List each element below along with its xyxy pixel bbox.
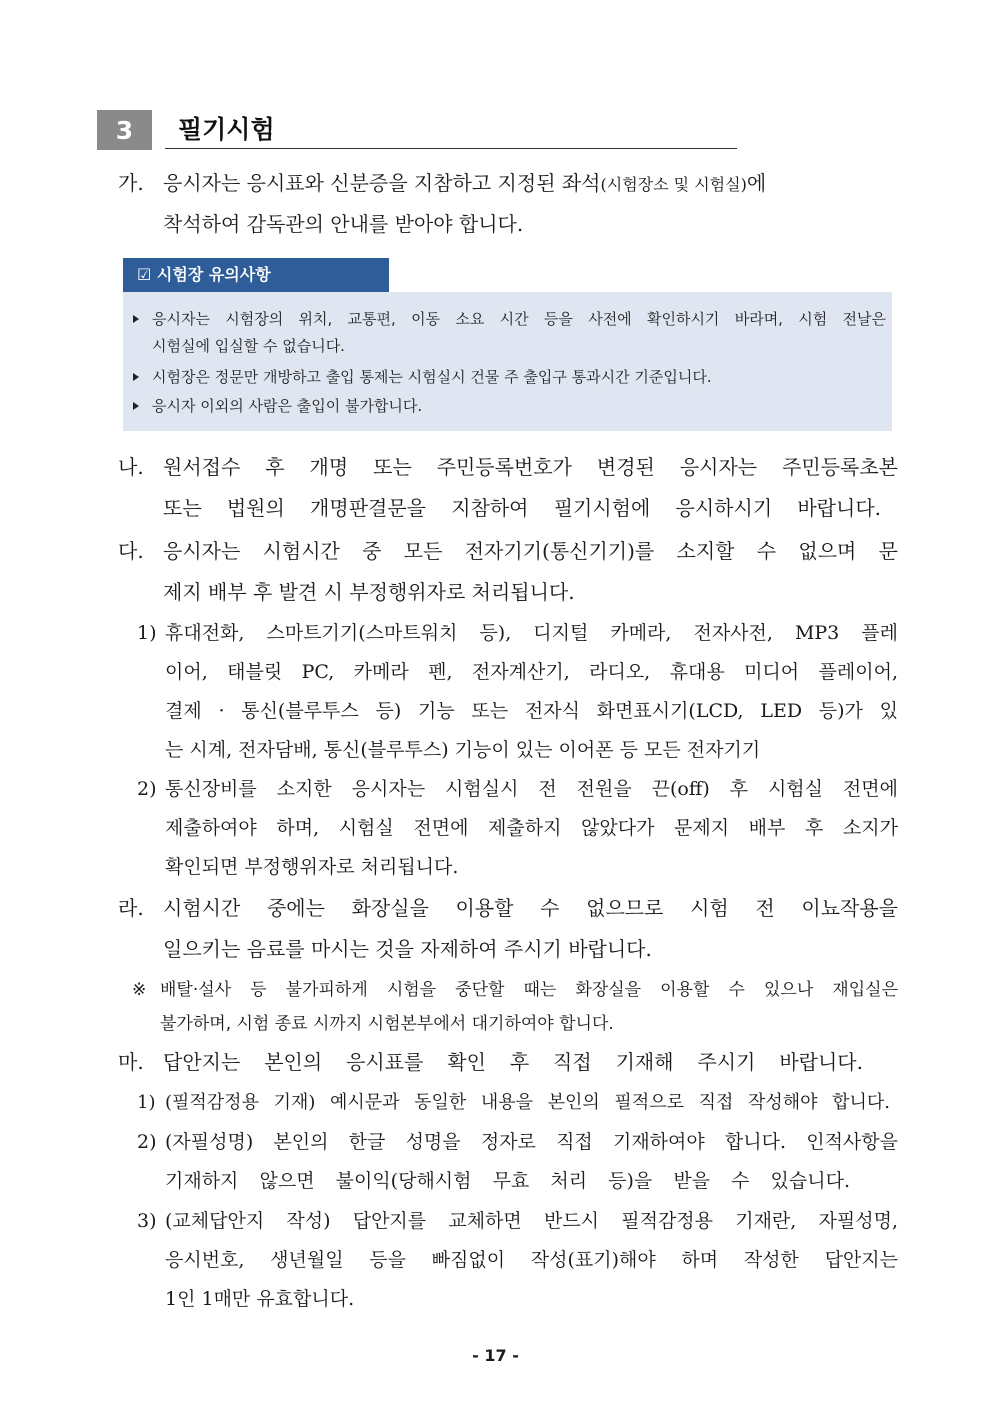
para-ga-line-2: 착석하여 감독관의 안내를 받아야 합니다. xyxy=(163,212,524,236)
section-title: 필기시험 xyxy=(178,115,275,144)
para-ma-sub-1-line-1: (필적감정용 기재) 예시문과 동일한 내용을 본인의 필적으로 직접 작성해야 합니다. xyxy=(165,1092,890,1113)
page-number: - 17 - xyxy=(472,1346,519,1365)
para-na-marker: 나. xyxy=(118,455,144,479)
notice-item-3: 응시자 이외의 사람은 출입이 불가합니다. xyxy=(152,397,423,415)
para-da-marker: 다. xyxy=(118,539,144,563)
para-da-sub-1-marker: 1) xyxy=(137,622,157,644)
para-ga-marker: 가. xyxy=(118,171,144,195)
para-ma-sub-2-marker: 2) xyxy=(137,1131,157,1153)
para-ma-sub-2-line-1: (자필성명) 본인의 한글 성명을 정자로 직접 기재하여야 합니다. 인적사항을 xyxy=(165,1131,898,1153)
para-ra-note-line-2: 불가하며, 시험 종료 시까지 시험본부에서 대기하여야 합니다. xyxy=(160,1014,614,1034)
para-ra-line-1: 시험시간 중에는 화장실을 이용할 수 없으므로 시험 전 이뇨작용을 xyxy=(163,896,898,920)
para-ma-marker: 마. xyxy=(118,1050,144,1074)
para-ra-marker: 라. xyxy=(118,896,144,920)
bullet-triangle-icon xyxy=(133,315,139,323)
notice-item-1-line-1: 응시자는 시험장의 위치, 교통편, 이동 소요 시간 등을 사전에 확인하시기 바라며, 시험 전날은 xyxy=(152,310,886,328)
para-da-line-1: 응시자는 시험시간 중 모든 전자기기(통신기기)를 소지할 수 없으며 문 xyxy=(163,539,898,563)
para-ra-note-marker: ※ xyxy=(132,980,147,1000)
para-da-sub-2-line-2: 제출하여야 하며, 시험실 전면에 제출하지 않았다가 문제지 배부 후 소지가 xyxy=(165,817,898,839)
para-da-line-2: 제지 배부 후 발견 시 부정행위자로 처리됩니다. xyxy=(163,580,575,604)
para-da-sub-2-line-3: 확인되면 부정행위자로 처리됩니다. xyxy=(165,856,459,878)
para-na-line-1: 원서접수 후 개명 또는 주민등록번호가 변경된 응시자는 주민등록초본 xyxy=(163,455,898,479)
para-da-sub-2-marker: 2) xyxy=(137,778,157,800)
notice-item-1-line-2: 시험실에 입실할 수 없습니다. xyxy=(152,337,345,355)
para-da-sub-1-line-2: 이어, 태블릿 PC, 카메라 펜, 전자계산기, 라디오, 휴대용 미디어 플레이어, xyxy=(165,661,898,683)
para-ma-sub-3-line-2: 응시번호, 생년월일 등을 빠짐없이 작성(표기)해야 하며 작성한 답안지는 xyxy=(165,1249,898,1271)
para-da-sub-1-line-4: 는 시계, 전자담배, 통신(블루투스) 기능이 있는 이어폰 등 모든 전자기기 xyxy=(165,739,761,761)
para-ra-note-line-1: 배탈·설사 등 불가피하게 시험을 중단할 때는 화장실을 이용할 수 있으나 재입실은 xyxy=(160,980,898,1000)
para-ma-line-1: 답안지는 본인의 응시표를 확인 후 직접 기재해 주시기 바랍니다. xyxy=(163,1050,863,1074)
para-ma-sub-1-marker: 1) xyxy=(137,1092,156,1113)
section-number: 3 xyxy=(97,110,152,150)
para-da-sub-2-line-1: 통신장비를 소지한 응시자는 시험실시 전 전원을 끈(off) 후 시험실 전면에 xyxy=(165,778,898,800)
section-title-rule xyxy=(165,148,737,149)
para-ra-line-2: 일으키는 음료를 마시는 것을 자제하여 주시기 바랍니다. xyxy=(163,937,652,961)
notice-title: ☑ 시험장 유의사항 xyxy=(123,258,389,292)
bullet-triangle-icon xyxy=(133,373,139,381)
para-ma-sub-2-line-2: 기재하지 않으면 불이익(당해시험 무효 처리 등)을 받을 수 있습니다. xyxy=(165,1170,850,1192)
para-na-line-2: 또는 법원의 개명판결문을 지참하여 필기시험에 응시하시기 바랍니다. xyxy=(163,496,881,520)
para-da-sub-1-line-1: 휴대전화, 스마트기기(스마트워치 등), 디지털 카메라, 전자사전, MP3 플레 xyxy=(165,622,898,644)
para-ga-line-1: 응시자는 응시표와 신분증을 지참하고 지정된 좌석(시험장소 및 시험실)에 xyxy=(163,171,767,195)
para-da-sub-1-line-3: 결제 · 통신(블루투스 등) 기능 또는 전자식 화면표시기(LCD, LED 등)가 있 xyxy=(165,700,898,722)
para-ma-sub-3-line-3: 1인 1매만 유효합니다. xyxy=(165,1288,355,1310)
para-ma-sub-3-line-1: (교체답안지 작성) 답안지를 교체하면 반드시 필적감정용 기재란, 자필성명, xyxy=(165,1210,898,1232)
notice-item-2: 시험장은 정문만 개방하고 출입 통제는 시험실시 건물 주 출입구 통과시간 기준입니다. xyxy=(152,368,712,386)
bullet-triangle-icon xyxy=(133,402,139,410)
para-ma-sub-3-marker: 3) xyxy=(137,1210,157,1232)
